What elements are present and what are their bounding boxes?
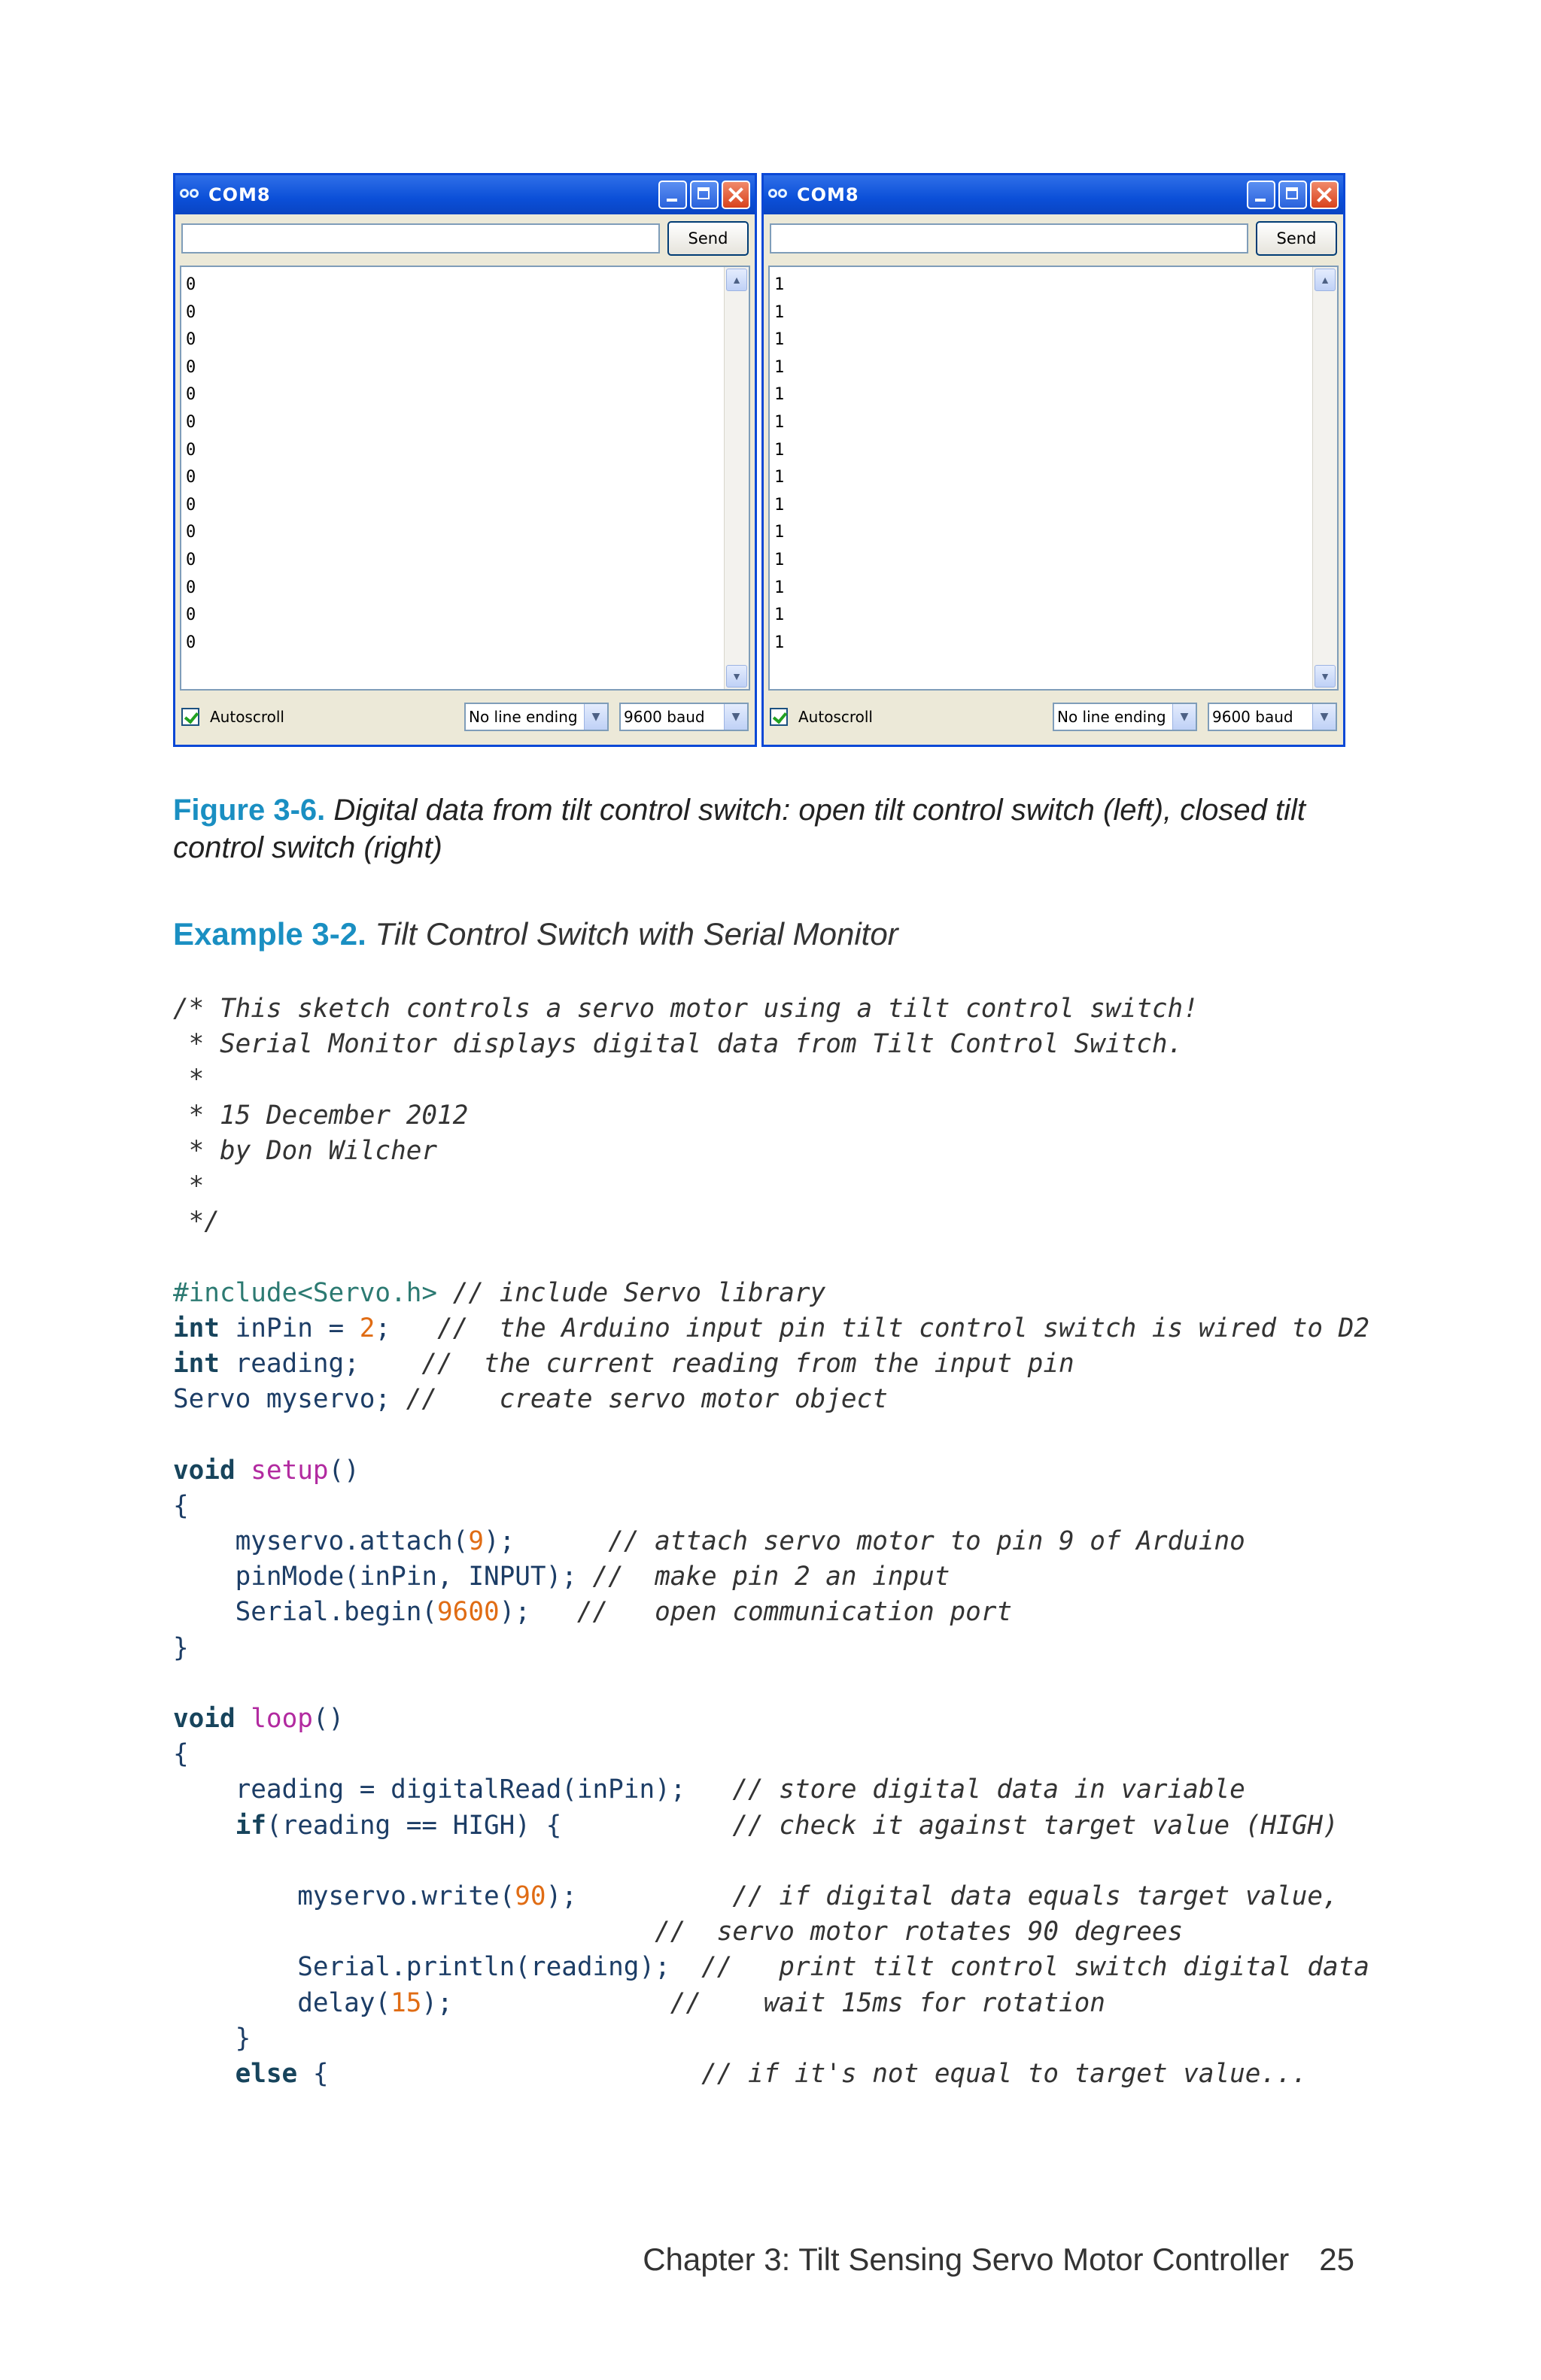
baud-select[interactable] (1208, 703, 1337, 731)
code-line (173, 1524, 1369, 1559)
code-token: loop (251, 1704, 313, 1735)
code-token: // create servo motor object (406, 1384, 888, 1415)
code-token: { (297, 2059, 702, 2090)
output-line: 1 (774, 468, 785, 487)
code-line (173, 1453, 1369, 1489)
scrollbar[interactable] (724, 267, 749, 689)
status-row (770, 700, 1337, 734)
baud-select[interactable] (619, 703, 749, 731)
code-token: ); (421, 1987, 670, 2018)
code-token: if (235, 1810, 266, 1841)
output-line: 0 (186, 468, 196, 487)
output-line: 1 (774, 550, 785, 569)
example-label: Example 3-2. (173, 916, 366, 952)
output-line: 1 (774, 578, 785, 597)
scroll-down-icon[interactable]: ▼ (1315, 665, 1336, 688)
code-token: // if it's not equal to target value... (701, 2059, 1308, 2090)
code-token: myservo.write( (173, 1881, 515, 1912)
line-ending-select[interactable] (464, 703, 609, 731)
code-line (173, 1240, 1369, 1275)
code-line (173, 1382, 1369, 1417)
code-token: // wait 15ms for rotation (670, 1987, 1105, 2018)
code-token (437, 1278, 453, 1308)
output-line: 1 (774, 385, 785, 405)
code-token: delay( (173, 1987, 391, 2018)
code-line (173, 1027, 1369, 1062)
code-line (173, 1986, 1369, 2021)
send-row (175, 214, 755, 263)
autoscroll-checkbox[interactable] (770, 708, 788, 726)
minimize-icon[interactable] (1247, 181, 1275, 209)
scroll-up-icon[interactable]: ▲ (1315, 269, 1336, 291)
code-token: int (173, 1313, 220, 1343)
code-line (173, 2021, 1369, 2057)
code-token: // make pin 2 an input (592, 1562, 950, 1592)
code-token: int (173, 1349, 220, 1380)
chevron-down-icon[interactable]: ▼ (1172, 704, 1196, 730)
code-token: // servo motor rotates 90 degrees (655, 1917, 1184, 1947)
code-line (173, 1276, 1369, 1311)
baud-value: 9600 baud (624, 708, 705, 726)
autoscroll-checkbox[interactable] (181, 708, 199, 726)
code-token: else (235, 2059, 298, 2090)
code-line (173, 1808, 1369, 1844)
output-line: 1 (774, 357, 785, 377)
code-token: myservo.attach( (173, 1526, 469, 1557)
code-token: * Serial Monitor displays digital data from Tilt Control Switch. (173, 1029, 1184, 1060)
title-bar[interactable] (175, 175, 755, 214)
code-line (173, 1098, 1369, 1134)
serial-monitor-window-right (761, 173, 1345, 747)
scroll-up-icon[interactable]: ▲ (726, 269, 747, 291)
code-token: // attach servo motor to pin 9 of Arduino (608, 1526, 1245, 1557)
output-line: 1 (774, 330, 785, 350)
send-input[interactable] (770, 223, 1248, 253)
output-line: 0 (186, 275, 196, 294)
code-token: setup (251, 1455, 329, 1486)
serial-monitor-window-left (173, 173, 757, 747)
code-token: // the Arduino input pin tilt control switch is wired to D2 (437, 1313, 1369, 1343)
window-title: COM8 (797, 184, 859, 205)
code-line (173, 1169, 1369, 1204)
example-title (173, 916, 898, 952)
output-line: 1 (774, 302, 785, 322)
code-token: pinMode(inPin, INPUT); (173, 1562, 593, 1592)
code-token: ; (375, 1313, 438, 1343)
figure-label: Figure 3-6. (173, 794, 326, 827)
page-footer (643, 2242, 1354, 2278)
code-token: { (173, 1490, 189, 1521)
code-token: reading = digitalRead(inPin); (173, 1774, 733, 1805)
code-token: void (173, 1455, 236, 1486)
code-token: (reading == HIGH) { (266, 1810, 733, 1841)
scroll-down-icon[interactable]: ▼ (726, 665, 747, 688)
send-button[interactable]: Send (1256, 221, 1337, 256)
output-line: 1 (774, 495, 785, 515)
code-token: // check it against target value (HIGH) (732, 1810, 1339, 1841)
code-token: () (328, 1455, 360, 1486)
output-line: 0 (186, 330, 196, 350)
autoscroll-label: Autoscroll (798, 708, 873, 726)
output-line: 0 (186, 578, 196, 597)
code-token: 9 (468, 1526, 484, 1557)
output-line: 0 (186, 523, 196, 542)
page-number: 25 (1319, 2242, 1354, 2277)
output-line: 1 (774, 412, 785, 432)
serial-output[interactable] (180, 266, 750, 691)
code-line (173, 1417, 1369, 1453)
code-token: } (173, 2023, 251, 2054)
code-line (173, 991, 1369, 1027)
code-token (173, 2059, 236, 2089)
line-ending-select[interactable] (1053, 703, 1197, 731)
code-token: 15 (391, 1987, 422, 2018)
code-token: /* This sketch controls a servo motor using a tilt control switch! (173, 994, 1199, 1024)
code-token: */ (173, 1207, 220, 1237)
chevron-down-icon[interactable]: ▼ (584, 704, 607, 730)
output-line: 0 (186, 495, 196, 515)
window-title: COM8 (208, 184, 271, 205)
output-lines (186, 272, 196, 657)
code-line (173, 1844, 1369, 1879)
code-token: * (173, 1064, 205, 1095)
code-token (173, 1811, 236, 1841)
output-line: 1 (774, 275, 785, 294)
chevron-down-icon[interactable]: ▼ (1312, 704, 1336, 730)
code-line (173, 1311, 1369, 1346)
code-token: 2 (359, 1313, 375, 1343)
code-line (173, 1204, 1369, 1240)
code-line (173, 1559, 1369, 1595)
code-token: inPin = (219, 1313, 360, 1343)
output-line: 0 (186, 550, 196, 569)
code-line (173, 1631, 1369, 1666)
code-token: * (173, 1171, 205, 1202)
maximize-icon[interactable] (1278, 181, 1307, 209)
output-line: 0 (186, 385, 196, 405)
maximize-icon[interactable] (690, 181, 719, 209)
output-line: 0 (186, 357, 196, 377)
code-line (173, 1346, 1369, 1382)
scrollbar[interactable] (1312, 267, 1337, 689)
code-token (236, 1704, 251, 1734)
output-line: 1 (774, 633, 785, 652)
autoscroll-label: Autoscroll (210, 708, 284, 726)
arduino-icon (768, 187, 791, 202)
code-token: ); (546, 1881, 733, 1912)
code-token: { (173, 1739, 189, 1770)
output-line: 0 (186, 412, 196, 432)
serial-monitor-figure (173, 173, 1345, 747)
code-token: // if digital data equals target value, (732, 1881, 1339, 1912)
send-row (764, 214, 1343, 263)
code-line (173, 1737, 1369, 1772)
code-listing (173, 991, 1369, 2092)
code-line (173, 1489, 1369, 1524)
output-line: 0 (186, 633, 196, 652)
output-lines (774, 272, 784, 657)
line-ending-value: No line ending (1057, 708, 1166, 726)
code-token: 9600 (437, 1597, 500, 1628)
code-token: () (312, 1704, 345, 1735)
close-icon[interactable] (1310, 181, 1339, 209)
code-token: // the current reading from the input pin (421, 1349, 1074, 1380)
code-token: // include Servo library (452, 1277, 826, 1308)
output-line: 0 (186, 606, 196, 625)
code-token: } (173, 1632, 189, 1663)
code-token: reading; (219, 1349, 422, 1380)
output-line: 1 (774, 606, 785, 625)
line-ending-value: No line ending (469, 708, 578, 726)
send-input[interactable] (181, 223, 660, 253)
output-line: 0 (186, 440, 196, 460)
arduino-icon (180, 187, 202, 202)
code-line (173, 1914, 1369, 1950)
close-icon[interactable] (722, 181, 750, 209)
code-token: Serial.begin( (173, 1597, 438, 1628)
figure-caption-text: Digital data from tilt control switch: open tilt control switch (left), closed tilt control switch (right) (173, 794, 1305, 864)
send-button[interactable]: Send (667, 221, 749, 256)
baud-value: 9600 baud (1212, 708, 1293, 726)
code-token: Serial.println(reading); (173, 1952, 702, 1983)
code-token: // store digital data in variable (732, 1774, 1245, 1805)
title-bar[interactable] (764, 175, 1343, 214)
code-token (236, 1456, 251, 1486)
code-line (173, 1062, 1369, 1097)
code-line (173, 1772, 1369, 1808)
code-line (173, 1595, 1369, 1630)
chevron-down-icon[interactable]: ▼ (724, 704, 747, 730)
code-line (173, 1950, 1369, 1985)
output-line: 0 (186, 302, 196, 322)
code-line (173, 1879, 1369, 1914)
code-token: // open communication port (576, 1597, 1013, 1628)
example-title-text: Tilt Control Switch with Serial Monitor (375, 916, 898, 952)
minimize-icon[interactable] (658, 181, 687, 209)
code-token: // print tilt control switch digital data (701, 1952, 1369, 1983)
code-token: ); (483, 1526, 609, 1557)
code-token: void (173, 1704, 236, 1735)
code-line (173, 1702, 1369, 1737)
output-line: 1 (774, 523, 785, 542)
code-token: * 15 December 2012 (173, 1100, 469, 1131)
code-token: ); (499, 1597, 577, 1628)
code-token: * by Don Wilcher (173, 1135, 438, 1166)
code-line (173, 1666, 1369, 1702)
chapter-title: Chapter 3: Tilt Sensing Servo Motor Controller (643, 2242, 1290, 2277)
code-token: 90 (515, 1881, 546, 1912)
output-line: 1 (774, 440, 785, 460)
figure-caption (173, 791, 1362, 867)
status-row (181, 700, 749, 734)
code-token: Servo myservo; (173, 1384, 406, 1415)
serial-output[interactable] (768, 266, 1339, 691)
code-token (173, 1917, 655, 1947)
code-line (173, 1134, 1369, 1169)
code-token: #include<Servo.h> (173, 1277, 438, 1308)
code-line (173, 2057, 1369, 2092)
